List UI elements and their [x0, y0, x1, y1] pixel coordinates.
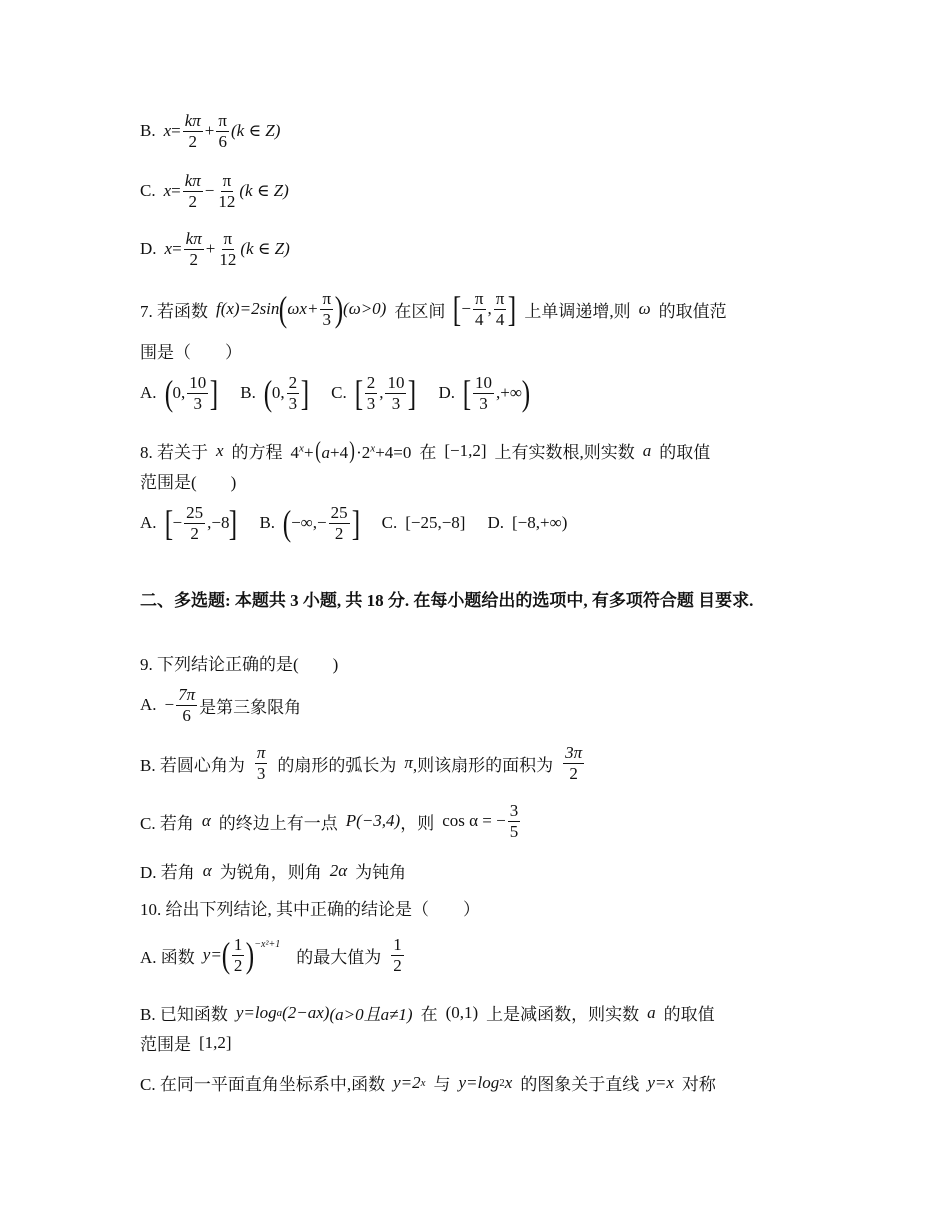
- fraction: $\frac{10}{3}$: [475, 373, 492, 413]
- q9-option-b: B. 若圆心角为 $\frac{\pi}{3}$ 的扇形的弧长为 π ,则该扇形的面积为 $\frac{3\pi}{2}$: [140, 743, 583, 783]
- section-heading: 二、多选题: 本题共 3 小题, 共 18 分. 在每小题给出的选项中, 有多项符合题 目要求.: [140, 591, 754, 610]
- fraction: $\frac{k\pi}{2}$: [184, 111, 201, 151]
- q9-option-d: D. 若角 α 为锐角，则角 2α 为钝角: [140, 860, 407, 882]
- fraction: $\frac{1}{2}$: [233, 935, 243, 975]
- fraction: $\frac{25}{2}$: [186, 503, 204, 543]
- q7-option-a: A. ( 0, $\frac{10}{3}$ ]: [140, 373, 219, 414]
- q6-option-d: D. x = $\frac{k\pi}{2}$ + $\frac{\pi}{12}$ (k ∈ Z): [140, 229, 290, 269]
- q7-option-c: C. [ $\frac{2}{3}$ , $\frac{10}{3}$ ]: [331, 373, 417, 414]
- q8-option-b: B. ( −∞,− $\frac{25}{2}$ ]: [259, 503, 360, 544]
- q8-options: [140, 504, 810, 543]
- q7-option-b: B. ( 0, $\frac{2}{3}$ ]: [240, 373, 310, 414]
- fraction: $\frac{k\pi}{2}$: [185, 229, 202, 269]
- q10-stem: 10. 给出下列结论, 其中正确的结论是（ ）: [140, 900, 480, 919]
- q10-option-a: A. 函数 y= ( $\frac{1}{2}$ ) $^{-x^2+1}$ 的最大值为 $\frac{1}{2}$: [140, 935, 402, 976]
- q7-options: [140, 374, 810, 413]
- q8-stem-cont: 范围是( ): [140, 473, 237, 492]
- q8-stem: 8. 若关于 x 的方程 $4^x+(a+4)\cdot 2^x+4=0$ 在 [−1,2] 上有实数根,则实数 a 的取值: [140, 437, 711, 464]
- q8-option-a: A. [ − $\frac{25}{2}$ ,−8 ]: [140, 503, 238, 544]
- q7-stem-cont: 围是（ ）: [140, 343, 242, 362]
- fraction: $\frac{\pi}{4}$: [495, 289, 505, 329]
- q8-option-d: D. [−8,+∞): [487, 513, 568, 533]
- fraction: $\frac{25}{2}$: [330, 503, 348, 543]
- fraction: $\frac{\pi}{3}$: [322, 289, 332, 329]
- q10-option-c: C. 在同一平面直角坐标系中,函数 y=2 x 与 y=log 2 x 的图象关于直线 y=x 对称: [140, 1072, 716, 1094]
- fraction: $\frac{\pi}{4}$: [474, 289, 484, 329]
- q7-stem: 7. 若函数 f(x)=2sin ( ωx+ $\frac{\pi}{3}$ ) (ω>0) 在区间 [ − $\frac{\pi}{4}$ , $\frac{\pi}{4}$ ] 上单调递增,则 ω 的取值范: [140, 289, 727, 330]
- fraction: $\frac{2}{3}$: [288, 373, 298, 413]
- fraction: $\frac{\pi}{12}$: [219, 229, 237, 269]
- fraction: $\frac{\pi}{3}$: [256, 743, 266, 783]
- fraction: $\frac{2}{3}$: [366, 373, 376, 413]
- fraction: $\frac{\pi}{6}$: [218, 111, 227, 151]
- q8-equation: $4^x+(a+4)\cdot 2^x+4=0$: [290, 437, 412, 464]
- fraction: $\frac{10}{3}$: [387, 373, 405, 413]
- q6-option-b: B. x = $\frac{k\pi}{2}$ + $\frac{\pi}{6}$ (k ∈ Z): [140, 111, 281, 151]
- q9-option-c: C. 若角 α 的终边上有一点 P(−3,4) ，则 cos α = − $\frac{3}{5}$: [140, 801, 519, 841]
- fraction: $\frac{1}{2}$: [393, 935, 402, 975]
- var-x: x: [163, 121, 172, 141]
- q10-option-b-cont: 范围是 [1,2]: [140, 1032, 232, 1054]
- fraction: $\frac{10}{3}$: [189, 373, 207, 413]
- fraction: $\frac{k\pi}{2}$: [184, 171, 201, 211]
- q9-stem: 9. 下列结论正确的是( ): [140, 655, 339, 674]
- q10-option-b: B. 已知函数 y=log a (2−ax) (a>0且a≠1) 在 (0,1) 上是减函数，则实数 a 的取值: [140, 1002, 715, 1024]
- q7-option-d: D. [ $\frac{10}{3}$ ,+∞ ): [438, 373, 531, 414]
- q8-option-c: C. [−25,−8]: [381, 513, 466, 533]
- fraction: $\frac{7\pi}{6}$: [178, 685, 196, 725]
- q6-option-c: C. x = $\frac{k\pi}{2}$ − $\frac{\pi}{12}$ (k ∈ Z): [140, 171, 289, 211]
- fraction: $\frac{3\pi}{2}$: [565, 743, 583, 783]
- q9-option-a: A. − $\frac{7\pi}{6}$ 是第三象限角: [140, 685, 302, 725]
- fraction: $\frac{3}{5}$: [509, 801, 519, 841]
- fraction: $\frac{\pi}{12}$: [218, 171, 236, 211]
